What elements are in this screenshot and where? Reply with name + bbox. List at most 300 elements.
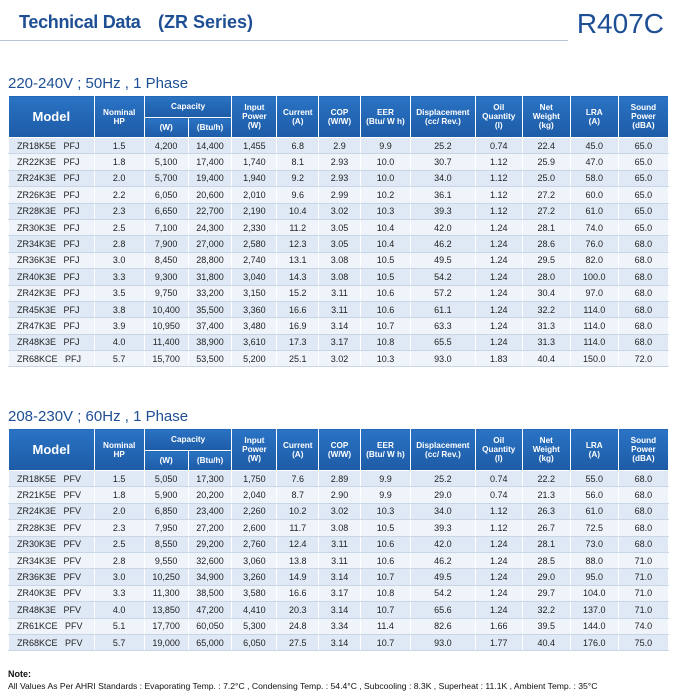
table-cell: 39.5 xyxy=(522,618,570,634)
table-cell: 10,250 xyxy=(144,569,188,585)
table-cell: 7,950 xyxy=(144,520,188,536)
table-row xyxy=(9,269,669,285)
table-cell: 2,600 xyxy=(232,520,277,536)
col-header-nominal-hp xyxy=(94,429,144,471)
header-label: (Btu/ W h) xyxy=(366,116,405,126)
table-cell: 60.0 xyxy=(570,187,618,203)
table-cell: 2,040 xyxy=(232,487,277,503)
table-cell: 15,700 xyxy=(144,351,188,367)
table-cell: 61.0 xyxy=(570,203,618,219)
table-cell: 10.4 xyxy=(277,203,319,219)
header-label: Power xyxy=(631,112,656,121)
table-cell: 144.0 xyxy=(570,618,618,634)
table-row xyxy=(9,487,669,503)
table-cell: 3,260 xyxy=(232,569,277,585)
table-cell: 7,900 xyxy=(144,236,188,252)
header-label: Current xyxy=(282,107,313,117)
header-label: (Btu/h) xyxy=(196,123,224,132)
col-header-oil-quantity xyxy=(475,96,522,138)
table-cell: 3.11 xyxy=(319,301,361,317)
table-row xyxy=(9,203,669,219)
table-cell: 30.4 xyxy=(522,285,570,301)
table-cell: 26.3 xyxy=(522,503,570,519)
table-cell: 7,100 xyxy=(144,219,188,235)
model-cell: ZR36K3E PFJ xyxy=(9,252,95,268)
table-cell: 3.3 xyxy=(94,585,144,601)
page-title: Technical Data xyxy=(19,12,141,32)
table-cell: 33,200 xyxy=(188,285,232,301)
table-cell: 45.0 xyxy=(570,138,618,154)
table-cell: 10.8 xyxy=(360,334,410,350)
header-label: (kg) xyxy=(538,121,554,130)
model-cell: ZR22K3E PFJ xyxy=(9,154,95,170)
model-cell: ZR24K3E PFV xyxy=(9,503,95,519)
table-cell: 3.14 xyxy=(319,318,361,334)
header-label: (W/W) xyxy=(327,449,352,459)
section-title-60hz: 208-230V ; 60Hz , 1 Phase xyxy=(8,408,189,425)
table-row xyxy=(9,138,669,154)
header-label: (dBA) xyxy=(632,121,655,130)
header-divider xyxy=(0,40,568,41)
col-header-sound-power xyxy=(618,96,668,138)
table-cell: 56.0 xyxy=(570,487,618,503)
table-cell: 29.7 xyxy=(522,585,570,601)
table-cell: 36.1 xyxy=(411,187,476,203)
table-cell: 3.3 xyxy=(94,269,144,285)
table-row xyxy=(9,520,669,536)
table-cell: 13.8 xyxy=(277,552,319,568)
model-cell: ZR48K3E PFV xyxy=(9,602,95,618)
header-label: Displacement xyxy=(416,107,470,117)
table-cell: 28.5 xyxy=(522,552,570,568)
table-cell: 16.6 xyxy=(277,301,319,317)
header-label: Sound xyxy=(630,103,657,112)
table-row xyxy=(9,618,669,634)
table-cell: 3.02 xyxy=(319,503,361,519)
model-cell: ZR40K3E PFJ xyxy=(9,269,95,285)
model-cell: ZR30K3E PFV xyxy=(9,536,95,552)
table-cell: 74.0 xyxy=(618,618,668,634)
model-cell: ZR26K3E PFJ xyxy=(9,187,95,203)
table-row xyxy=(9,219,669,235)
table-cell: 1.24 xyxy=(475,285,522,301)
table-cell: 5.1 xyxy=(94,618,144,634)
table-cell: 28,800 xyxy=(188,252,232,268)
model-cell: ZR47K3E PFJ xyxy=(9,318,95,334)
table-cell: 68.0 xyxy=(618,520,668,536)
table-cell: 3.02 xyxy=(319,203,361,219)
table-cell: 65.0 xyxy=(618,187,668,203)
table-cell: 1.12 xyxy=(475,203,522,219)
table-cell: 2,010 xyxy=(232,187,277,203)
model-cell: ZR18K5E PFV xyxy=(9,471,95,487)
header-label: (l) xyxy=(494,121,503,130)
col-header-cop xyxy=(319,429,361,471)
table-cell: 5,900 xyxy=(144,487,188,503)
table-cell: 73.0 xyxy=(570,536,618,552)
table-cell: 6,050 xyxy=(232,634,277,650)
table-cell: 14,400 xyxy=(188,138,232,154)
table-cell: 68.0 xyxy=(618,301,668,317)
table-cell: 17,400 xyxy=(188,154,232,170)
table-cell: 17,300 xyxy=(188,471,232,487)
table-cell: 2.2 xyxy=(94,187,144,203)
table-cell: 58.0 xyxy=(570,170,618,186)
table-cell: 27.2 xyxy=(522,187,570,203)
table-row xyxy=(9,602,669,618)
table-cell: 5,200 xyxy=(232,351,277,367)
table-cell: 15.2 xyxy=(277,285,319,301)
table-cell: 14.9 xyxy=(277,569,319,585)
table-row xyxy=(9,585,669,601)
table-cell: 28.1 xyxy=(522,219,570,235)
col-header-current xyxy=(277,96,319,138)
table-cell: 93.0 xyxy=(411,351,476,367)
table-cell: 2.8 xyxy=(94,552,144,568)
header-label: (W/W) xyxy=(327,116,352,126)
table-cell: 57.2 xyxy=(411,285,476,301)
table-cell: 114.0 xyxy=(570,301,618,317)
table-cell: 2.93 xyxy=(319,170,361,186)
table-cell: 65.0 xyxy=(618,203,668,219)
col-header-eer xyxy=(360,96,410,138)
model-cell: ZR30K3E PFJ xyxy=(9,219,95,235)
table-cell: 2,760 xyxy=(232,536,277,552)
table-cell: 114.0 xyxy=(570,334,618,350)
table-cell: 42.0 xyxy=(411,536,476,552)
header-label: Capacity xyxy=(171,102,206,111)
table-cell: 29.5 xyxy=(522,252,570,268)
table-row xyxy=(9,634,669,650)
table-cell: 10.6 xyxy=(360,301,410,317)
table-cell: 55.0 xyxy=(570,471,618,487)
table-cell: 10.2 xyxy=(360,187,410,203)
table-cell: 6.8 xyxy=(277,138,319,154)
table-cell: 3.11 xyxy=(319,536,361,552)
table-cell: 2.90 xyxy=(319,487,361,503)
table-cell: 8.1 xyxy=(277,154,319,170)
table-cell: 10.4 xyxy=(360,219,410,235)
table-cell: 3,040 xyxy=(232,269,277,285)
table-cell: 2.5 xyxy=(94,536,144,552)
table-cell: 1.5 xyxy=(94,138,144,154)
table-cell: 34.0 xyxy=(411,503,476,519)
table-cell: 12.4 xyxy=(277,536,319,552)
table-cell: 68.0 xyxy=(618,252,668,268)
table-cell: 1.24 xyxy=(475,569,522,585)
table-cell: 8,550 xyxy=(144,536,188,552)
table-cell: 35,500 xyxy=(188,301,232,317)
table-cell: 2,330 xyxy=(232,219,277,235)
table-cell: 25.0 xyxy=(522,170,570,186)
table-cell: 11,400 xyxy=(144,334,188,350)
table-cell: 1.24 xyxy=(475,236,522,252)
table-cell: 95.0 xyxy=(570,569,618,585)
header-label: (kg) xyxy=(538,454,554,463)
table-cell: 28.6 xyxy=(522,236,570,252)
table-cell: 29,200 xyxy=(188,536,232,552)
table-cell: 71.0 xyxy=(618,569,668,585)
header-label: (cc/ Rev.) xyxy=(425,449,461,459)
table-row xyxy=(9,552,669,568)
header-label: (l) xyxy=(494,454,503,463)
model-cell: ZR18K5E PFJ xyxy=(9,138,95,154)
table-cell: 34,900 xyxy=(188,569,232,585)
table-cell: 47,200 xyxy=(188,602,232,618)
table-cell: 7.6 xyxy=(277,471,319,487)
table-cell: 1.77 xyxy=(475,634,522,650)
table-cell: 10.6 xyxy=(360,285,410,301)
table-cell: 16.9 xyxy=(277,318,319,334)
table-cell: 3,150 xyxy=(232,285,277,301)
table-row xyxy=(9,471,669,487)
header-label: COP xyxy=(330,107,349,117)
table-cell: 65.0 xyxy=(618,154,668,170)
table-cell: 68.0 xyxy=(618,487,668,503)
table-cell: 65.0 xyxy=(618,138,668,154)
table-cell: 88.0 xyxy=(570,552,618,568)
table-cell: 10.0 xyxy=(360,170,410,186)
table-cell: 75.0 xyxy=(618,634,668,650)
table-cell: 82.6 xyxy=(411,618,476,634)
col-header-sound-power xyxy=(618,429,668,471)
table-cell: 9.9 xyxy=(360,487,410,503)
table-cell: 24.8 xyxy=(277,618,319,634)
col-header-capacity-w xyxy=(144,118,188,138)
col-header-model xyxy=(9,96,95,138)
table-cell: 2.3 xyxy=(94,520,144,536)
table-row xyxy=(9,351,669,367)
table-cell: 3.0 xyxy=(94,569,144,585)
header-label: Model xyxy=(32,442,71,457)
table-cell: 27.2 xyxy=(522,203,570,219)
table-cell: 71.0 xyxy=(618,585,668,601)
table-cell: 82.0 xyxy=(570,252,618,268)
model-cell: ZR68KCE PFV xyxy=(9,634,95,650)
table-cell: 93.0 xyxy=(411,634,476,650)
table-cell: 10,950 xyxy=(144,318,188,334)
table-cell: 9,300 xyxy=(144,269,188,285)
header-label: (W) xyxy=(247,121,262,130)
header-label: COP xyxy=(330,440,349,450)
table-cell: 28.1 xyxy=(522,536,570,552)
table-cell: 54.2 xyxy=(411,269,476,285)
table-row xyxy=(9,252,669,268)
table-cell: 26.7 xyxy=(522,520,570,536)
table-cell: 68.0 xyxy=(618,471,668,487)
table-cell: 4,410 xyxy=(232,602,277,618)
table-row xyxy=(9,187,669,203)
table-cell: 10.7 xyxy=(360,569,410,585)
table-cell: 8.7 xyxy=(277,487,319,503)
table-cell: 3.34 xyxy=(319,618,361,634)
table-cell: 2,260 xyxy=(232,503,277,519)
header-label: Oil xyxy=(493,436,505,445)
model-cell: ZR68KCE PFJ xyxy=(9,351,95,367)
table-cell: 3,610 xyxy=(232,334,277,350)
table-cell: 1.5 xyxy=(94,471,144,487)
table-cell: 24,300 xyxy=(188,219,232,235)
model-cell: ZR34K3E PFV xyxy=(9,552,95,568)
model-cell: ZR45K3E PFJ xyxy=(9,301,95,317)
table-cell: 25.1 xyxy=(277,351,319,367)
table-cell: 3.0 xyxy=(94,252,144,268)
table-cell: 1.12 xyxy=(475,170,522,186)
table-cell: 3,060 xyxy=(232,552,277,568)
table-cell: 9,550 xyxy=(144,552,188,568)
table-row xyxy=(9,285,669,301)
table-cell: 47.0 xyxy=(570,154,618,170)
table-cell: 10.5 xyxy=(360,520,410,536)
table-cell: 3.11 xyxy=(319,285,361,301)
table-cell: 17.3 xyxy=(277,334,319,350)
table-cell: 114.0 xyxy=(570,318,618,334)
col-header-capacity-btu xyxy=(188,118,232,138)
table-cell: 2.0 xyxy=(94,503,144,519)
table-cell: 5,300 xyxy=(232,618,277,634)
header-label: Nominal xyxy=(103,107,136,117)
header-label: (dBA) xyxy=(632,454,655,463)
table-cell: 10.7 xyxy=(360,602,410,618)
header-label: Power xyxy=(242,445,267,454)
table-cell: 68.0 xyxy=(618,536,668,552)
table-cell: 3,360 xyxy=(232,301,277,317)
table-cell: 3.14 xyxy=(319,569,361,585)
table-row xyxy=(9,536,669,552)
col-header-nominal-hp xyxy=(94,96,144,138)
table-cell: 32.2 xyxy=(522,301,570,317)
table-cell: 76.0 xyxy=(570,236,618,252)
table-cell: 29.0 xyxy=(522,569,570,585)
table-cell: 34.0 xyxy=(411,170,476,186)
model-cell: ZR34K3E PFJ xyxy=(9,236,95,252)
table-cell: 27.5 xyxy=(277,634,319,650)
model-cell: ZR61KCE PFV xyxy=(9,618,95,634)
table-cell: 100.0 xyxy=(570,269,618,285)
col-header-capacity-btu xyxy=(188,451,232,471)
table-cell: 3.5 xyxy=(94,285,144,301)
header-label: Input xyxy=(244,103,265,112)
table-cell: 2,580 xyxy=(232,236,277,252)
col-header-capacity xyxy=(144,429,232,451)
table-cell: 2.0 xyxy=(94,170,144,186)
col-header-cop xyxy=(319,96,361,138)
table-cell: 2.8 xyxy=(94,236,144,252)
table-cell: 2.89 xyxy=(319,471,361,487)
table-cell: 54.2 xyxy=(411,585,476,601)
header-label: Power xyxy=(631,445,656,454)
table-cell: 1.24 xyxy=(475,318,522,334)
table-cell: 9.2 xyxy=(277,170,319,186)
table-cell: 71.0 xyxy=(618,552,668,568)
table-cell: 6,650 xyxy=(144,203,188,219)
table-cell: 150.0 xyxy=(570,351,618,367)
table-cell: 31.3 xyxy=(522,318,570,334)
col-header-capacity xyxy=(144,96,232,118)
table-row xyxy=(9,170,669,186)
table-cell: 8,450 xyxy=(144,252,188,268)
table-cell: 16.6 xyxy=(277,585,319,601)
table-cell: 3.8 xyxy=(94,301,144,317)
col-header-model xyxy=(9,429,95,471)
table-cell: 1.24 xyxy=(475,552,522,568)
table-cell: 20.3 xyxy=(277,602,319,618)
table-cell: 14.3 xyxy=(277,269,319,285)
table-cell: 22.2 xyxy=(522,471,570,487)
table-cell: 3.17 xyxy=(319,585,361,601)
table-cell: 25.9 xyxy=(522,154,570,170)
table-cell: 3.9 xyxy=(94,318,144,334)
table-cell: 22.4 xyxy=(522,138,570,154)
table-cell: 0.74 xyxy=(475,138,522,154)
table-cell: 38,500 xyxy=(188,585,232,601)
table-cell: 38,900 xyxy=(188,334,232,350)
table-row xyxy=(9,154,669,170)
table-row xyxy=(9,318,669,334)
table-cell: 22,700 xyxy=(188,203,232,219)
table-cell: 40.4 xyxy=(522,634,570,650)
model-cell: ZR40K3E PFV xyxy=(9,585,95,601)
table-cell: 1,750 xyxy=(232,471,277,487)
table-cell: 1.8 xyxy=(94,487,144,503)
table-cell: 1.24 xyxy=(475,301,522,317)
header-label: (A) xyxy=(588,116,600,126)
table-cell: 11.4 xyxy=(360,618,410,634)
spec-table-60hz xyxy=(8,428,669,651)
spec-table-50hz xyxy=(8,95,669,367)
header-label: (cc/ Rev.) xyxy=(425,116,461,126)
header-label: Weight xyxy=(532,445,560,454)
table-cell: 31.3 xyxy=(522,334,570,350)
table-cell: 68.0 xyxy=(618,334,668,350)
col-header-net-weight xyxy=(522,96,570,138)
header-label: (A) xyxy=(292,449,304,459)
table-cell: 97.0 xyxy=(570,285,618,301)
table-cell: 1.24 xyxy=(475,585,522,601)
table-cell: 37,400 xyxy=(188,318,232,334)
table-cell: 3.14 xyxy=(319,602,361,618)
table-cell: 65.0 xyxy=(618,219,668,235)
table-cell: 10.7 xyxy=(360,634,410,650)
table-cell: 17,700 xyxy=(144,618,188,634)
table-cell: 3,480 xyxy=(232,318,277,334)
header-label: HP xyxy=(113,449,125,459)
model-cell: ZR42K3E PFJ xyxy=(9,285,95,301)
table-cell: 1.8 xyxy=(94,154,144,170)
table-cell: 5,050 xyxy=(144,471,188,487)
header-label: Current xyxy=(282,440,313,450)
col-header-input-power xyxy=(232,96,277,138)
table-cell: 10,400 xyxy=(144,301,188,317)
table-cell: 65.0 xyxy=(618,170,668,186)
table-cell: 3.05 xyxy=(319,219,361,235)
table-cell: 61.0 xyxy=(570,503,618,519)
table-cell: 3.08 xyxy=(319,269,361,285)
table-cell: 9.6 xyxy=(277,187,319,203)
model-cell: ZR24K3E PFJ xyxy=(9,170,95,186)
table-cell: 68.0 xyxy=(618,318,668,334)
table-row xyxy=(9,334,669,350)
table-cell: 6,050 xyxy=(144,187,188,203)
page-header xyxy=(0,0,680,44)
table-cell: 1.66 xyxy=(475,618,522,634)
note-text: All Values As Per AHRI Standards : Evaporating Temp. : 7.2°C , Condensing Temp. : 54.4°C , Subcooling : 8.3K , Superheat : 11.1K , Ambient Temp. : 35°C xyxy=(8,681,598,691)
table-cell: 10.4 xyxy=(360,236,410,252)
header-label: Input xyxy=(244,436,265,445)
table-cell: 25.2 xyxy=(411,471,476,487)
table-cell: 9.9 xyxy=(360,138,410,154)
table-cell: 4.0 xyxy=(94,334,144,350)
